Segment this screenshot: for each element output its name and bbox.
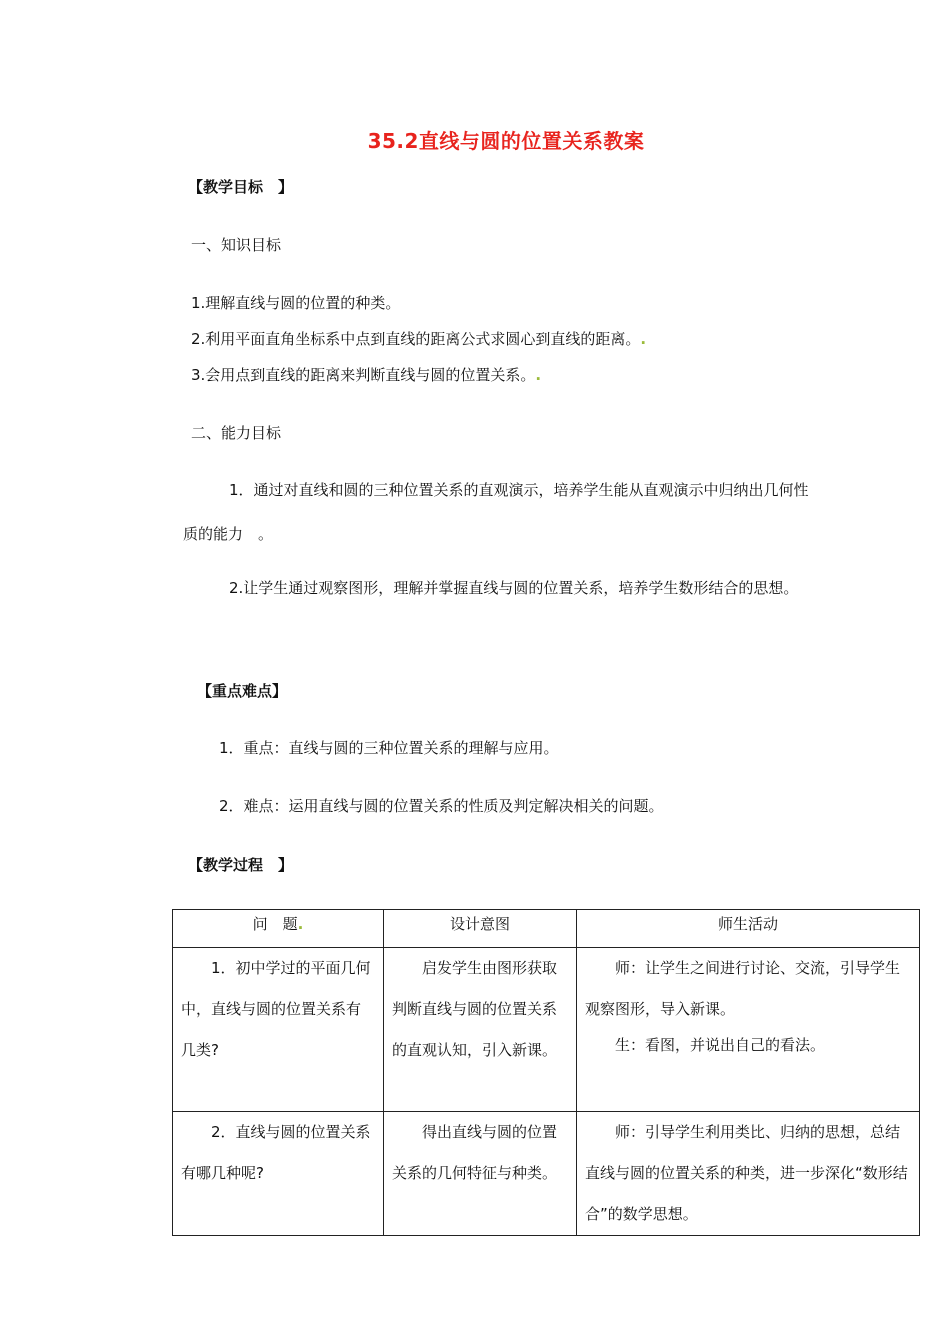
table-header-row: [173, 910, 920, 948]
dot-mark: .: [535, 366, 542, 384]
cell-activity: 师：让学生之间进行讨论、交流，引导学生观察图形，导入新课。 生：看图，并说出自己的看法。: [577, 948, 920, 1112]
cell-question: 1．初中学过的平面几何中，直线与圆的位置关系有几类?: [173, 948, 384, 1112]
knowledge-heading: 一、知识目标: [191, 236, 282, 254]
keypoint-item-1: 1．重点：直线与圆的三种位置关系的理解与应用。: [219, 739, 559, 757]
knowledge-item-1: 1.理解直线与圆的位置的种类。: [191, 294, 401, 312]
header-intent: 设计意图: [384, 910, 577, 948]
cell-intent: 得出直线与圆的位置关系的几何特征与种类。: [384, 1112, 577, 1236]
dot-mark: .: [640, 330, 647, 348]
cell-question: 2．直线与圆的位置关系有哪几种呢?: [173, 1112, 384, 1236]
ability-item-2: 2.让学生通过观察图形，理解并掌握直线与圆的位置关系，培养学生数形结合的思想。: [229, 579, 799, 597]
teaching-process-table: [172, 909, 920, 1236]
ability-heading: 二、能力目标: [191, 424, 282, 442]
knowledge-item-2: 2.利用平面直角坐标系中点到直线的距离公式求圆心到直线的距离。.: [191, 330, 647, 348]
document-title: 35.2直线与圆的位置关系教案: [367, 129, 645, 153]
knowledge-item-3: 3.会用点到直线的距离来判断直线与圆的位置关系。.: [191, 366, 542, 384]
table-row: [173, 1112, 920, 1236]
keypoints-heading: 【重点难点】: [197, 682, 288, 700]
keypoint-item-2: 2．难点：运用直线与圆的位置关系的性质及判定解决相关的问题。: [219, 797, 664, 815]
cell-activity: 师：引导学生利用类比、归纳的思想，总结直线与圆的位置关系的种类，进一步深化“数形结合”的数学思想。: [577, 1112, 920, 1236]
objectives-heading: 【教学目标 】: [188, 178, 294, 196]
table-row: [173, 948, 920, 1112]
process-heading: 【教学过程 】: [188, 856, 294, 874]
ability-item-1: 1．通过对直线和圆的三种位置关系的直观演示，培养学生能从直观演示中归纳出几何性质的能力 。: [183, 481, 809, 543]
cell-intent: 启发学生由图形获取判断直线与圆的位置关系的直观认知，引入新课。: [384, 948, 577, 1112]
dot-mark: .: [297, 915, 304, 933]
header-activity: 师生活动: [577, 910, 920, 948]
header-question: 问 题.: [173, 910, 384, 948]
